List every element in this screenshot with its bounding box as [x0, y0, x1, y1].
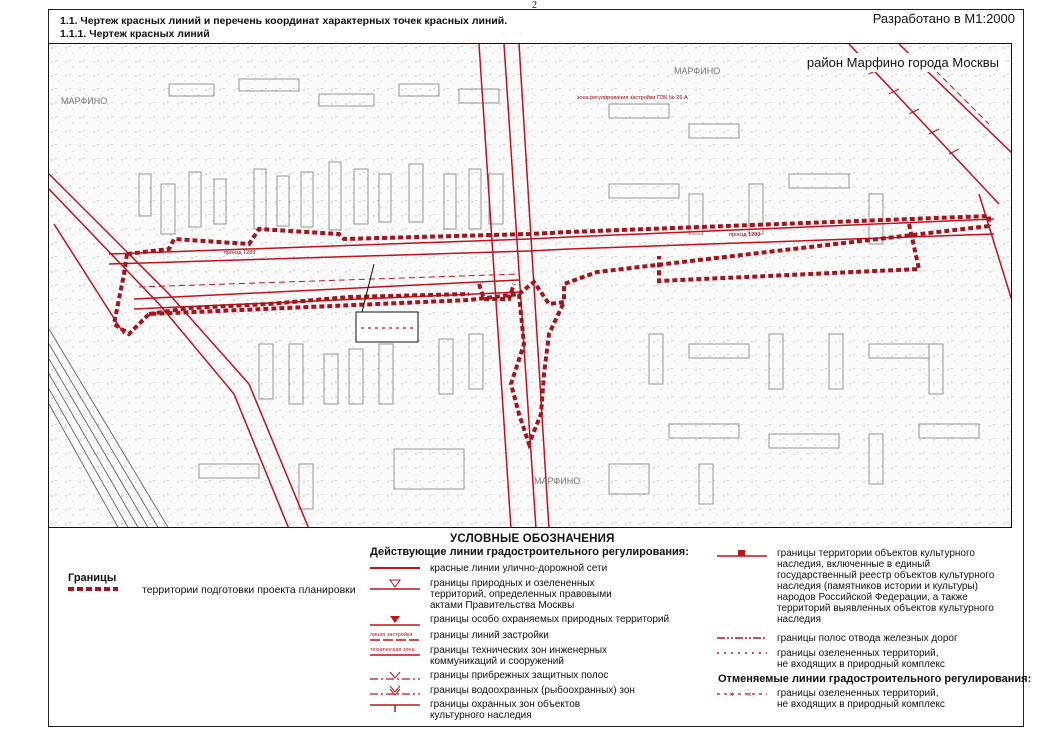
legend-title: УСЛОВНЫЕ ОБОЗНАЧЕНИЯ — [450, 533, 615, 545]
district-label: район Марфино города Москвы — [801, 53, 1005, 72]
project-boundary-symbol — [68, 584, 122, 596]
zone-note: зона регулирования застройки ПЗК № 26 А — [577, 95, 688, 101]
boundaries-item-label: территории подготовки проекта планировки — [142, 584, 356, 596]
legend-cancel-heading: Отменяемые линии градостроительного регулирования: — [718, 673, 1032, 685]
boundaries-item — [68, 584, 356, 596]
svg-text:×: × — [729, 690, 734, 699]
svg-text:линия застройки: линия застройки — [370, 632, 413, 638]
place-label-2: МАРФИНО — [674, 66, 721, 76]
subsection-title: 1.1.1. Чертеж красных линий — [60, 28, 210, 40]
legend-active-heading: Действующие линии градостроительного регулирования: — [370, 546, 689, 558]
street-label-2: проезд 1283 — [224, 250, 256, 256]
boundaries-heading: Границы — [68, 572, 117, 584]
map-canvas — [49, 44, 1012, 528]
place-label-1: МАРФИНО — [61, 96, 108, 106]
section-title: 1.1. Чертеж красных линий и перечень координат характерных точек красных линий. — [60, 15, 508, 27]
street-label-1: проезд 1283 — [729, 232, 761, 238]
page-number: 2 — [532, 0, 537, 11]
place-label-3: МАРФИНО — [534, 476, 581, 486]
map-drawing[interactable] — [48, 43, 1012, 528]
scale-note: Разработано в М1:2000 — [872, 11, 1015, 26]
svg-text:техническая зона: техническая зона — [370, 647, 415, 653]
svg-text:×: × — [747, 690, 752, 699]
callout-box — [356, 312, 418, 342]
